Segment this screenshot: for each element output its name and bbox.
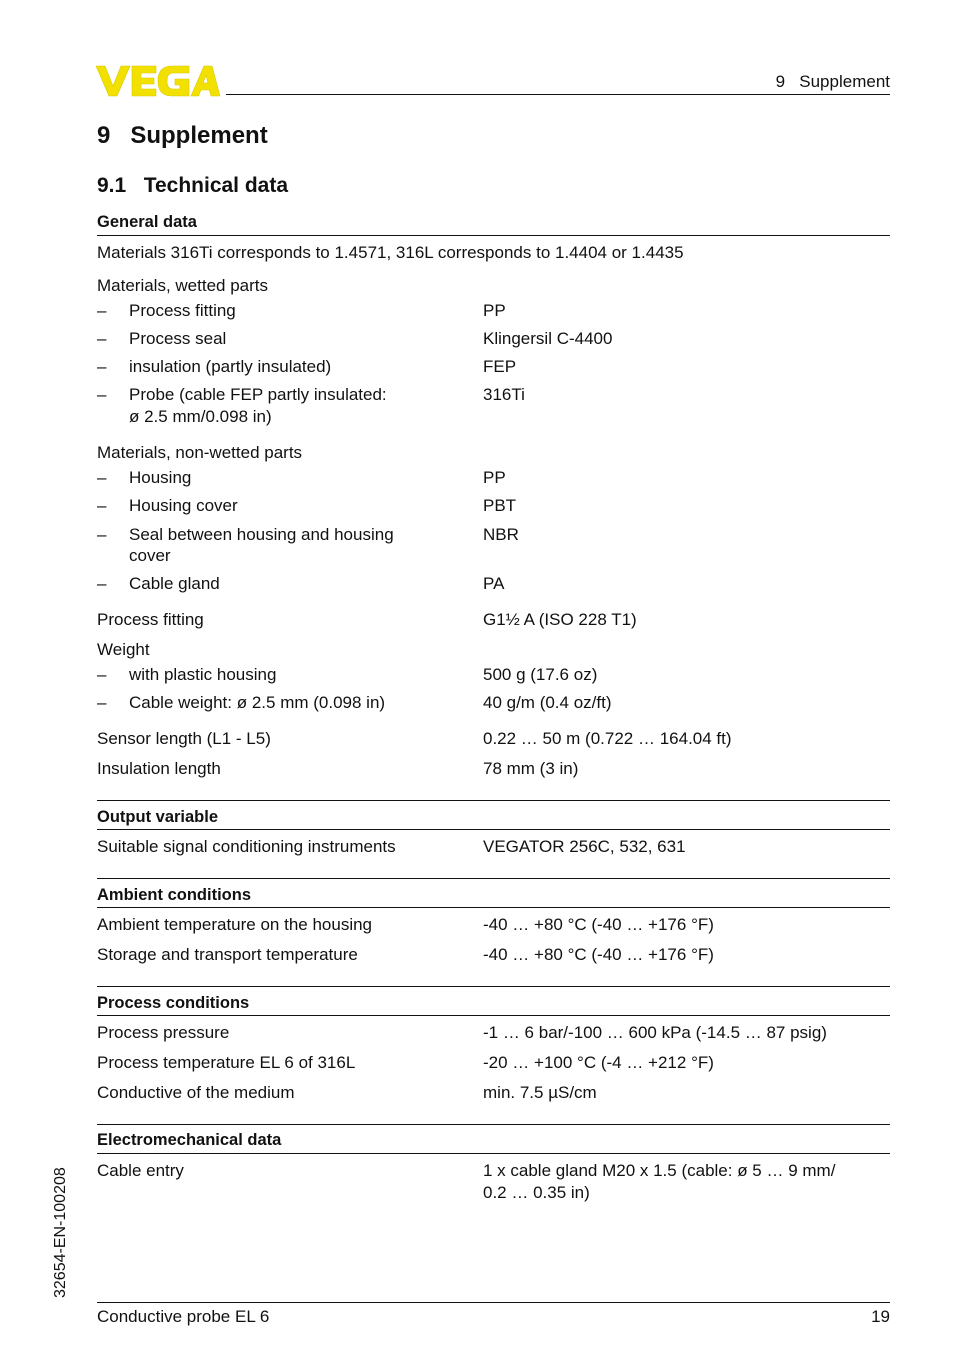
materials-note: Materials 316Ti corresponds to 1.4571, 316L corresponds to 1.4404 or 1.4435 xyxy=(97,243,684,262)
nonwetted-item-label: Housing xyxy=(129,468,192,487)
header-rule xyxy=(226,94,890,95)
vega-logo xyxy=(96,64,220,98)
weight-item-value: 500 g (17.6 oz) xyxy=(483,665,598,684)
output-row-label: Suitable signal conditioning instruments xyxy=(97,837,396,856)
process-row-label: Conductive of the medium xyxy=(97,1083,295,1102)
nonwetted-item-label-cont: cover xyxy=(129,546,171,565)
nonwetted-item-label: Seal between housing and housing xyxy=(129,525,394,544)
wetted-item-value: FEP xyxy=(483,357,517,376)
wetted-item-value: Klingersil C-4400 xyxy=(483,329,613,348)
sensor-length-value: 0.22 … 50 m (0.722 … 164.04 ft) xyxy=(483,729,732,748)
footer-document-title: Conductive probe EL 6 xyxy=(97,1307,270,1326)
list-dash: – xyxy=(97,525,107,544)
ambient-row-label: Ambient temperature on the housing xyxy=(97,915,373,934)
list-dash: – xyxy=(97,385,107,404)
output-variable-heading: Output variable xyxy=(97,808,219,826)
nonwetted-parts-label: Materials, non-wetted parts xyxy=(97,443,303,462)
process-fitting-label: Process fitting xyxy=(97,610,204,629)
electromechanical-heading: Electromechanical data xyxy=(97,1131,282,1149)
nonwetted-item-label: Housing cover xyxy=(129,496,238,515)
document-code: 32654-EN-100208 xyxy=(52,1167,69,1298)
output-rule xyxy=(97,829,890,830)
ambient-rule xyxy=(97,907,890,908)
electro-row-label: Cable entry xyxy=(97,1161,184,1180)
list-dash: – xyxy=(97,665,107,684)
process-row-value: -20 … +100 °C (-4 … +212 °F) xyxy=(483,1053,714,1072)
list-dash: – xyxy=(97,693,107,712)
electro-row-value: 1 x cable gland M20 x 1.5 (cable: ø 5 … 9 mm/ xyxy=(483,1161,836,1180)
nonwetted-item-value: PA xyxy=(483,574,505,593)
footer-rule xyxy=(97,1302,890,1303)
process-row-value: min. 7.5 µS/cm xyxy=(483,1083,597,1102)
wetted-parts-label: Materials, wetted parts xyxy=(97,276,269,295)
nonwetted-item-value: NBR xyxy=(483,525,519,544)
output-row-value: VEGATOR 256C, 532, 631 xyxy=(483,837,686,856)
electro-rule xyxy=(97,1153,890,1154)
weight-item-label: Cable weight: ø 2.5 mm (0.098 in) xyxy=(129,693,386,712)
ambient-row-value: -40 … +80 °C (-40 … +176 °F) xyxy=(483,945,714,964)
wetted-item-value: 316Ti xyxy=(483,385,525,404)
ambient-row-value: -40 … +80 °C (-40 … +176 °F) xyxy=(483,915,714,934)
weight-item-value: 40 g/m (0.4 oz/ft) xyxy=(483,693,612,712)
process-row-value: -1 … 6 bar/-100 … 600 kPa (-14.5 … 87 psig) xyxy=(483,1023,827,1042)
nonwetted-item-label: Cable gland xyxy=(129,574,220,593)
list-dash: – xyxy=(97,574,107,593)
insulation-length-label: Insulation length xyxy=(97,759,221,778)
ambient-conditions-heading: Ambient conditions xyxy=(97,886,251,904)
list-dash: – xyxy=(97,357,107,376)
wetted-item-label: Probe (cable FEP partly insulated: xyxy=(129,385,387,404)
nonwetted-item-value: PBT xyxy=(483,496,517,515)
list-dash: – xyxy=(97,329,107,348)
process-row-label: Process pressure xyxy=(97,1023,230,1042)
section-title: 9.1 Technical data xyxy=(97,174,289,197)
nonwetted-item-value: PP xyxy=(483,468,506,487)
wetted-item-value: PP xyxy=(483,301,506,320)
process-conditions-heading: Process conditions xyxy=(97,994,250,1012)
ambient-row-label: Storage and transport temperature xyxy=(97,945,358,964)
weight-item-label: with plastic housing xyxy=(129,665,277,684)
wetted-item-label: Process fitting xyxy=(129,301,236,320)
process-top-rule xyxy=(97,986,890,987)
page-number: 19 xyxy=(871,1307,890,1326)
electro-row-value-cont: 0.2 … 0.35 in) xyxy=(483,1183,590,1202)
general-data-rule xyxy=(97,235,890,236)
header-section-label: 9 Supplement xyxy=(775,72,890,91)
process-fitting-value: G1½ A (ISO 228 T1) xyxy=(483,610,637,629)
output-top-rule xyxy=(97,800,890,801)
insulation-length-value: 78 mm (3 in) xyxy=(483,759,579,778)
wetted-item-label: insulation (partly insulated) xyxy=(129,357,332,376)
weight-label: Weight xyxy=(97,640,150,659)
wetted-item-label: Process seal xyxy=(129,329,227,348)
list-dash: – xyxy=(97,496,107,515)
wetted-item-label-cont: ø 2.5 mm/0.098 in) xyxy=(129,407,272,426)
list-dash: – xyxy=(97,468,107,487)
chapter-title: 9 Supplement xyxy=(97,122,268,149)
process-row-label: Process temperature EL 6 of 316L xyxy=(97,1053,356,1072)
general-data-heading: General data xyxy=(97,213,197,231)
ambient-top-rule xyxy=(97,878,890,879)
electro-top-rule xyxy=(97,1124,890,1125)
sensor-length-label: Sensor length (L1 - L5) xyxy=(97,729,271,748)
list-dash: – xyxy=(97,301,107,320)
process-rule xyxy=(97,1015,890,1016)
